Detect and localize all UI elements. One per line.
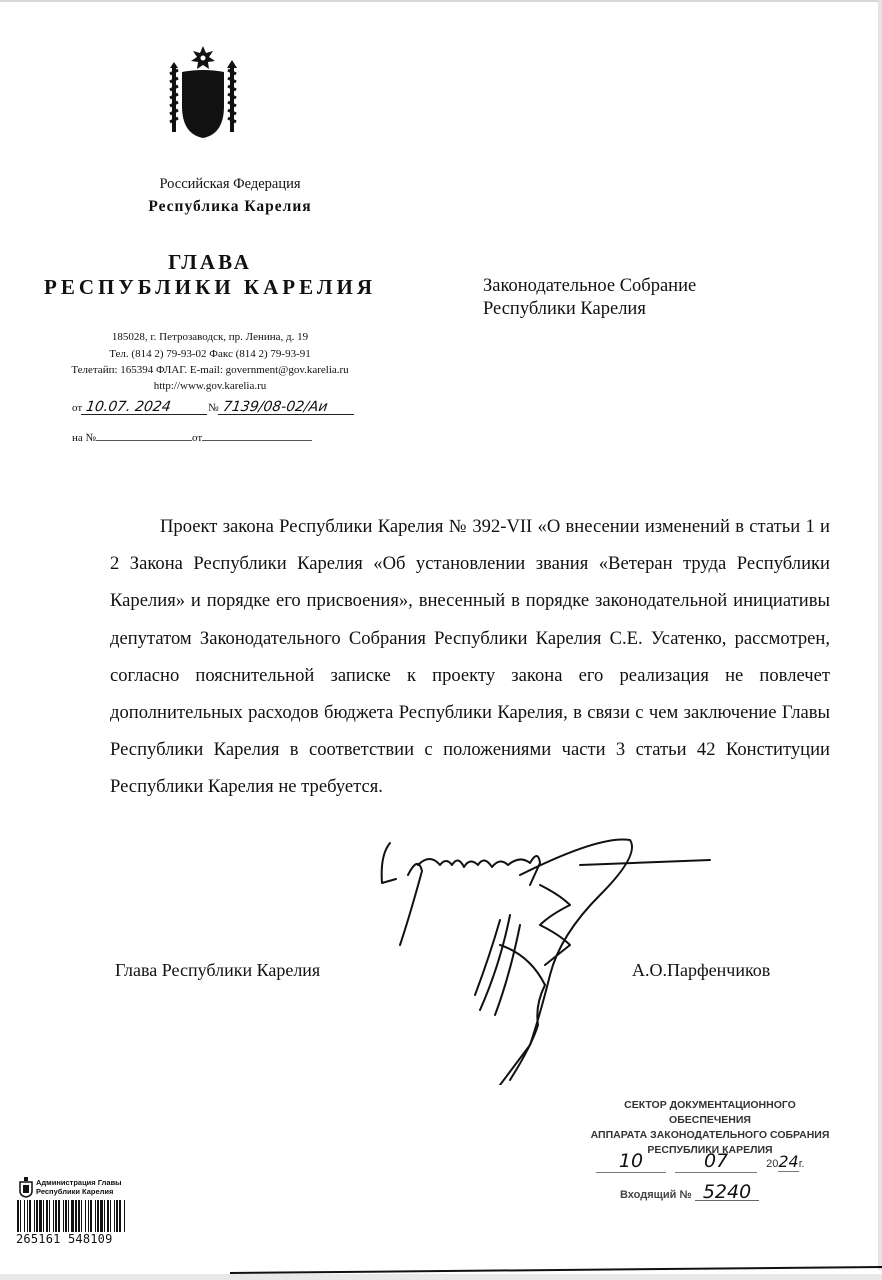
stamp-month-field bbox=[675, 1150, 757, 1173]
letterhead-title-line2: РЕСПУБЛИКИ КАРЕЛИЯ bbox=[44, 275, 376, 299]
barcode-bar bbox=[36, 1200, 38, 1232]
letterhead-address: 185028, г. Петрозаводск, пр. Ленина, д. 19 bbox=[111, 331, 309, 343]
addressee bbox=[483, 275, 696, 321]
barcode-bar bbox=[110, 1200, 111, 1232]
barcode-bar bbox=[24, 1200, 25, 1232]
reply-number-blank bbox=[96, 430, 192, 441]
barcode-bar bbox=[85, 1200, 86, 1232]
barcode-bar bbox=[68, 1200, 69, 1232]
reply-from-label: от bbox=[192, 432, 203, 444]
letterhead-teletype: Телетайп: 165394 ФЛАГ. E-mail: government@gov.karelia.ru bbox=[71, 364, 349, 376]
barcode-bar bbox=[75, 1200, 77, 1232]
stamp-line2: АППАРАТА ЗАКОНОДАТЕЛЬНОГО СОБРАНИЯ bbox=[590, 1129, 830, 1141]
barcode-bar bbox=[58, 1200, 60, 1232]
barcode-bar bbox=[88, 1200, 89, 1232]
page-bottom-edge bbox=[0, 1274, 882, 1280]
stamp-month: 07 bbox=[703, 1150, 729, 1172]
incoming-label: Входящий № bbox=[620, 1189, 692, 1201]
barcode-bar bbox=[116, 1200, 118, 1232]
page-bottom-line bbox=[230, 1266, 882, 1274]
barcode-bar bbox=[95, 1200, 96, 1232]
barcode-number: 265161 548109 bbox=[16, 1232, 113, 1246]
barcode-bar bbox=[63, 1200, 64, 1232]
letter-body: Проект закона Республики Карелия № 392-VII «О внесении изменений в статьи 1 и 2 Закона Республики Карелия «Об установлении звания «Ветеран труда Республики Карелия» и порядке его присвоения», внесенный в порядке законодательной инициативы депутатом Законодательного Собрания Республики Карелия С.Е. Усатенко, рассмотрен, согласно пояснительной записке к проекту закона его реализация не повлечет дополнительных расходов бюджета Республики Карелия, в связи с чем заключение Главы Республики Карелия в соответствии с положениями части 3 статьи 42 Конституции Республики Карелия не требуется. bbox=[110, 516, 830, 798]
barcode-org-line2: Республики Карелия bbox=[36, 1187, 114, 1196]
barcode-bar bbox=[107, 1200, 109, 1232]
barcode-bar bbox=[78, 1200, 80, 1232]
handwritten-signature bbox=[360, 835, 730, 1085]
barcode-org-line1: Администрация Главы bbox=[36, 1178, 122, 1187]
barcode-bar bbox=[71, 1200, 74, 1232]
stamp-line3: РЕСПУБЛИКИ КАРЕЛИЯ bbox=[647, 1144, 773, 1156]
outgoing-date: 10.07. 2024 bbox=[81, 400, 209, 415]
letterhead-phone: Тел. (814 2) 79-93-02 Факс (814 2) 79-93-91 bbox=[109, 348, 311, 360]
reply-reference bbox=[72, 430, 312, 444]
barcode-bar bbox=[100, 1200, 103, 1232]
outgoing-number: 7139/08-02/Аи bbox=[218, 400, 356, 415]
barcode-bar bbox=[53, 1200, 54, 1232]
karelia-coat-of-arms-icon bbox=[168, 44, 238, 139]
barcode-bar bbox=[17, 1200, 19, 1232]
signatory-name: А.О.Парфенчиков bbox=[632, 960, 771, 980]
letterhead-website: http://www.gov.karelia.ru bbox=[153, 380, 267, 392]
letterhead-country: Российская Федерация bbox=[159, 176, 301, 192]
barcode-bar bbox=[97, 1200, 99, 1232]
barcode-bar bbox=[43, 1200, 44, 1232]
barcode-bar bbox=[124, 1200, 125, 1232]
reply-to-label: на № bbox=[72, 432, 97, 444]
barcode-bar bbox=[81, 1200, 82, 1232]
barcode-bar bbox=[34, 1200, 35, 1232]
addressee-line2: Республики Карелия bbox=[483, 299, 646, 319]
barcode-bar bbox=[27, 1200, 28, 1232]
barcode-bar bbox=[29, 1200, 31, 1232]
barcode-bar bbox=[119, 1200, 121, 1232]
page-right-edge bbox=[878, 0, 882, 1270]
barcode-bar bbox=[114, 1200, 115, 1232]
stamp-date-row bbox=[596, 1150, 804, 1173]
barcode-bar bbox=[49, 1200, 50, 1232]
stamp-day-field bbox=[596, 1150, 666, 1173]
signatory-position: Глава Республики Карелия bbox=[115, 960, 321, 980]
incoming-stamp bbox=[590, 1098, 830, 1158]
reply-date-blank bbox=[202, 430, 312, 441]
barcode-bar bbox=[55, 1200, 57, 1232]
from-label: от bbox=[72, 402, 83, 414]
barcode-bar bbox=[39, 1200, 42, 1232]
stamp-incoming-row bbox=[620, 1181, 759, 1203]
letterhead-title-line1: ГЛАВА bbox=[168, 250, 252, 274]
number-label: № bbox=[208, 402, 219, 414]
barcode-org bbox=[36, 1178, 122, 1196]
stamp-day: 10 bbox=[618, 1150, 644, 1172]
barcode-bar bbox=[104, 1200, 105, 1232]
outgoing-reference bbox=[72, 400, 355, 415]
incoming-number: 5240 bbox=[695, 1184, 759, 1201]
stamp-year-prefix: 20 bbox=[766, 1158, 779, 1170]
letterhead-republic: Республика Карелия bbox=[148, 198, 312, 215]
barcode-bar bbox=[90, 1200, 92, 1232]
barcode-bar bbox=[20, 1200, 21, 1232]
admin-emblem-icon bbox=[18, 1176, 34, 1198]
barcode-bar bbox=[65, 1200, 67, 1232]
page-top-edge bbox=[0, 0, 882, 2]
stamp-line1: СЕКТОР ДОКУМЕНТАЦИОННОГО ОБЕСПЕЧЕНИЯ bbox=[624, 1099, 796, 1126]
stamp-year-suffix: 24 bbox=[778, 1152, 799, 1171]
addressee-line1: Законодательное Собрание bbox=[483, 276, 697, 296]
barcode-bar bbox=[46, 1200, 48, 1232]
stamp-year-unit: г. bbox=[798, 1158, 805, 1170]
barcode bbox=[16, 1200, 128, 1232]
